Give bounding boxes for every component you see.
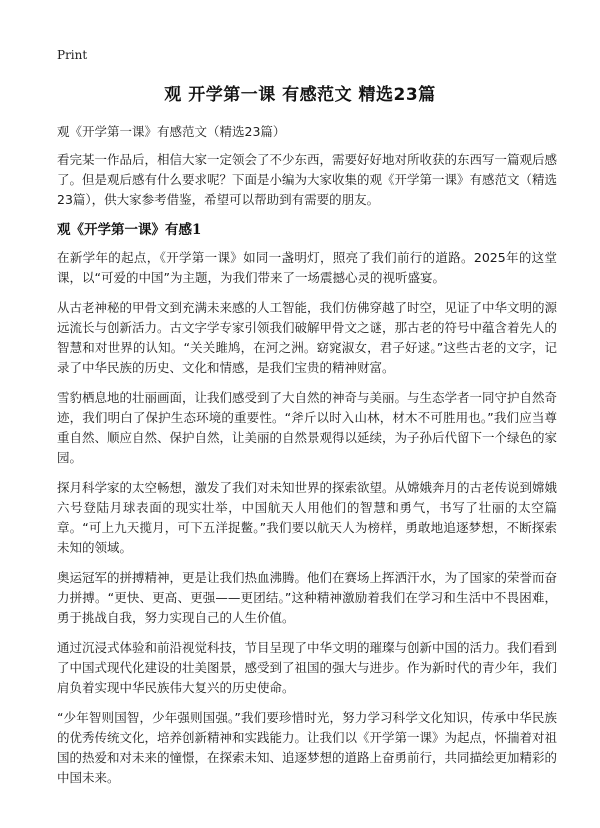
page-title: 观 开学第一课 有感范文 精选23篇 <box>164 85 436 105</box>
document-body <box>57 150 557 798</box>
paragraph-4: 探月科学家的太空畅想，激发了我们对未知世界的探索欲望。从嫦娥奔月的古老传说到嫦娥六号登陆月球表面的现实壮举，中国航天人用他们的智慧和勇气，书写了壮丽的太空篇章。“可上九天揽月，可下五洋捉鳖。”我们要以航天人为榜样，勇敢地追逐梦想，不断探索未知的领域。 <box>57 480 558 555</box>
paragraph-2: 从古老神秘的甲骨文到充满未来感的人工智能，我们仿佛穿越了时空，见证了中华文明的源远流长与创新活力。古文字学专家引领我们破解甲骨文之谜，那古老的符号中蕴含着先人的智慧和对世界的认知。“关关雎鸠，在河之洲。窈窕淑女，君子好逑。”这些古老的文字，记录了中华民族的历史、文化和情感，是我们宝贵的精神财富。 <box>57 300 558 375</box>
paragraph-1: 在新学年的起点，《开学第一课》如同一盏明灯，照亮了我们前行的道路。2025年的这堂课，以“可爱的中国”为主题，为我们带来了一场震撼心灵的视听盛宴。 <box>57 250 557 285</box>
document-subtitle: 观《开学第一课》有感范文（精选23篇） <box>57 124 286 139</box>
print-label[interactable]: Print <box>57 48 88 62</box>
intro-paragraph: 看完某一作品后，相信大家一定领会了不少东西，需要好好地对所收获的东西写一篇观后感了。但是观后感有什么要求呢？下面是小编为大家收集的观《开学第一课》有感范文（精选23篇），供大家参考借鉴，希望可以帮助到有需要的朋友。 <box>57 152 558 207</box>
section-heading: 观《开学第一课》有感1 <box>57 222 202 238</box>
paragraph-3: 雪豹栖息地的壮丽画面，让我们感受到了大自然的神奇与美丽。与生态学者一同守护自然奇迹，我们明白了保护生态环境的重要性。“斧斤以时入山林，材木不可胜用也。”我们应当尊重自然、顺应自然、保护自然，让美丽的自然景观得以延续，为子孙后代留下一个绿色的家园。 <box>57 390 558 465</box>
paragraph-7: “少年智则国智，少年强则国强。”我们要珍惜时光，努力学习科学文化知识，传承中华民族的优秀传统文化，培养创新精神和实践能力。让我们以《开学第一课》为起点，怀揣着对祖国的热爱和对未来的憧憬，在探索未知、追逐梦想的道路上奋勇前行，共同描绘更加精彩的中国未来。 <box>57 710 558 785</box>
paragraph-6: 通过沉浸式体验和前沿视觉科技，节目呈现了中华文明的璀璨与创新中国的活力。我们看到了中国式现代化建设的壮美图景，感受到了祖国的强大与进步。作为新时代的青少年，我们肩负着实现中华民族伟大复兴的历史使命。 <box>57 640 558 695</box>
paragraph-5: 奥运冠军的拼搏精神，更是让我们热血沸腾。他们在赛场上挥洒汗水，为了国家的荣誉而奋力拼搏。“更快、更高、更强——更团结。”这种精神激励着我们在学习和生活中不畏困难，勇于挑战自我，努力实现自己的人生价值。 <box>57 570 558 625</box>
